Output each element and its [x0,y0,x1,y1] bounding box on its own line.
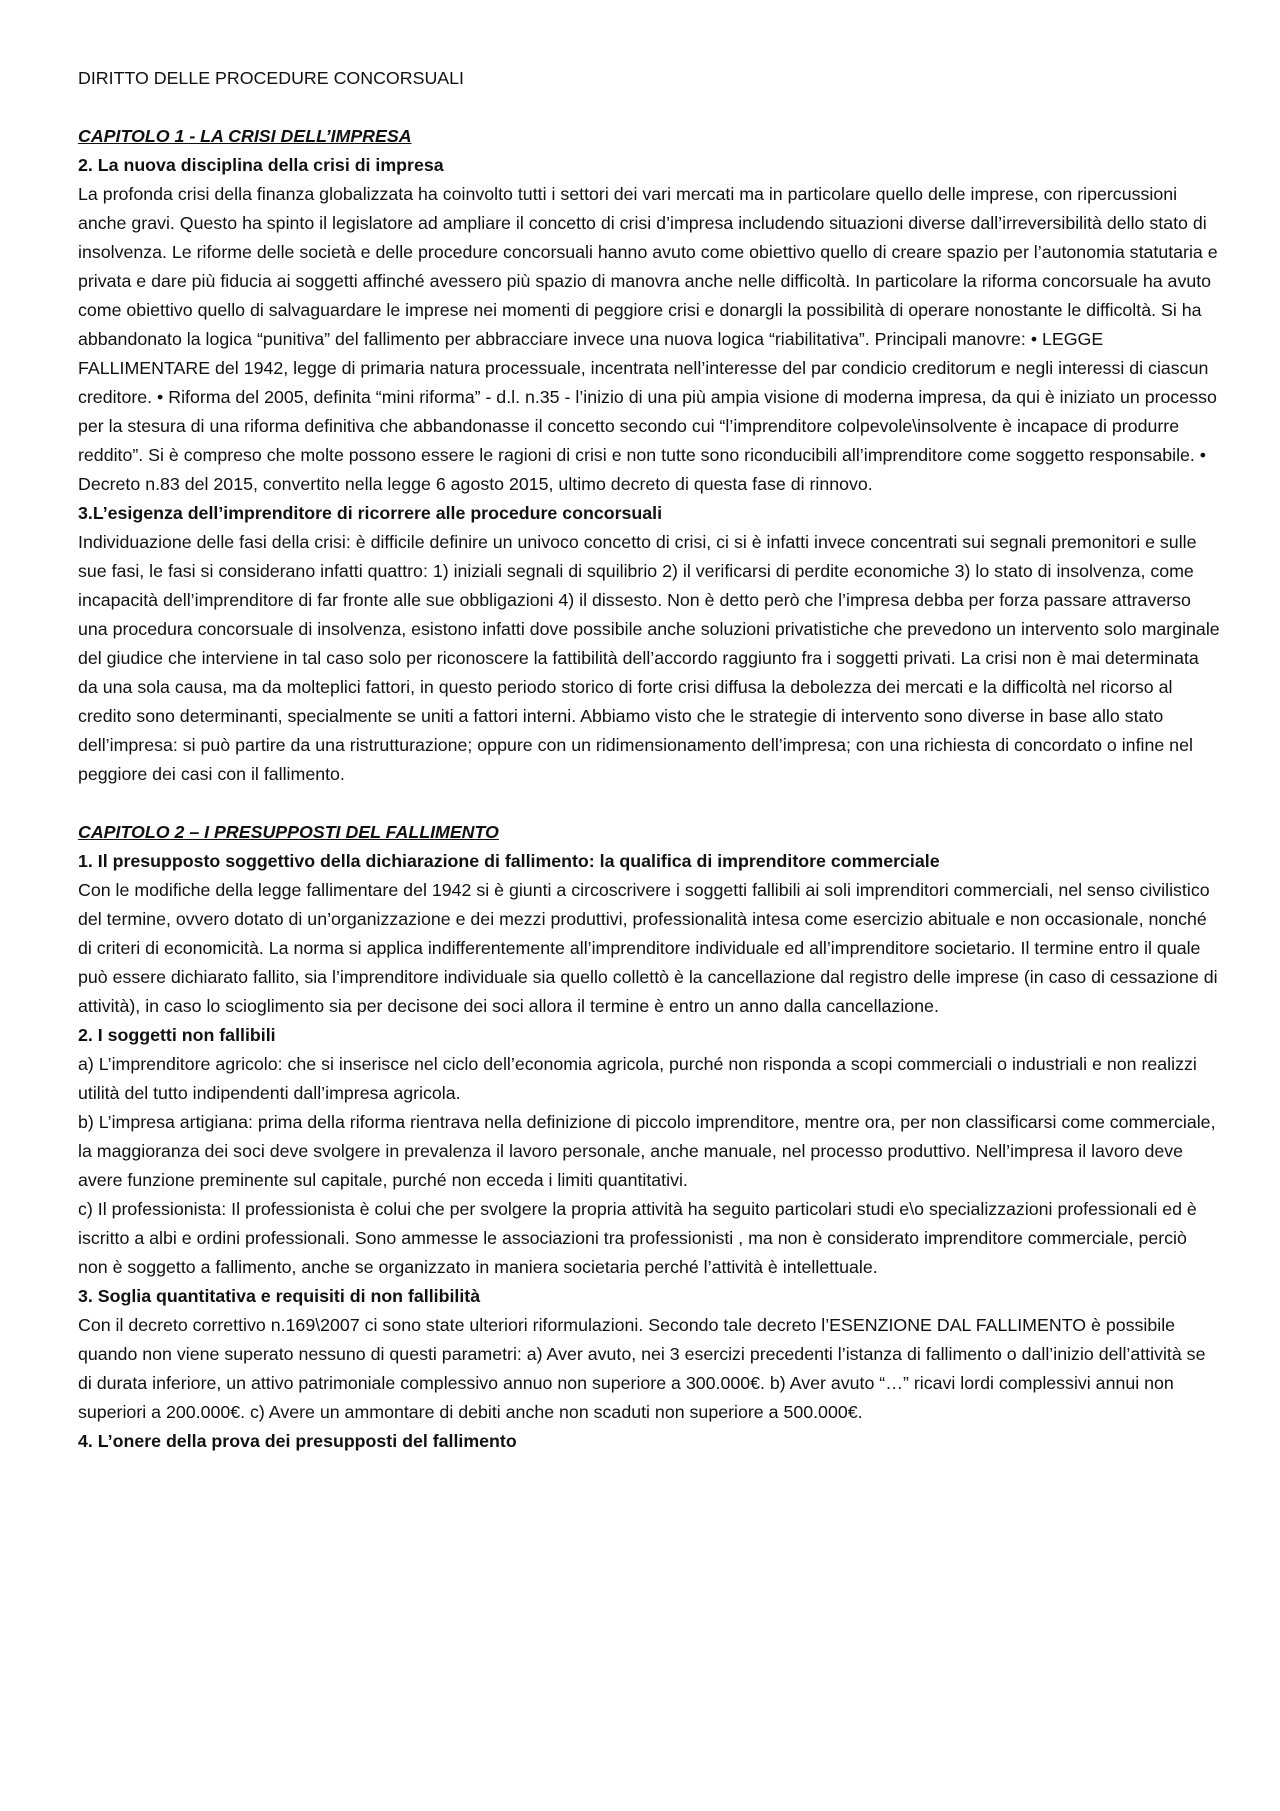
section-1-3-heading: 3.L’esigenza dell’imprenditore di ricorrere alle procedure concorsuali [78,503,663,523]
chapter-2-heading: CAPITOLO 2 – I PRESUPPOSTI DEL FALLIMENTO [78,822,499,842]
section-1-2-heading: 2. La nuova disciplina della crisi di impresa [78,155,444,175]
blank-line [78,93,1220,122]
chapter-1-heading: CAPITOLO 1 - LA CRISI DELL’IMPRESA [78,126,412,146]
document-title: DIRITTO DELLE PROCEDURE CONCORSUALI [78,68,464,88]
section-2-1-heading: 1. Il presupposto soggettivo della dichiarazione di fallimento: la qualifica di imprenditore commerciale [78,851,940,871]
section-2-2-heading: 2. I soggetti non fallibili [78,1025,276,1045]
blank-line [78,789,1220,818]
section-1-2-body: La profonda crisi della finanza globalizzata ha coinvolto tutti i settori dei vari mercati ma in particolare quello delle imprese, con ripercussioni anche gravi. Questo ha spinto il legislatore ad ampliare il concetto di crisi d’impresa includendo situazioni diverse dall’irreversibilità dello stato di insolvenza. Le riforme delle società e delle procedure concorsuali hanno avuto come obiettivo quello di creare spazio per l’autonomia statutaria e privata e dare più fiducia ai soggetti affinché avessero più spazio di manovra anche nelle difficoltà. In particolare la riforma concorsuale ha avuto come obiettivo quello di salvaguardare le imprese nei momenti di peggiore crisi e donargli la possibilità di operare nonostante le difficoltà. Si ha abbandonato la logica “punitiva” del fallimento per abbracciare invece una nuova logica “riabilitativa”. Principali manovre: • LEGGE FALLIMENTARE del 1942, legge di primaria natura processuale, incentrata nell’interesse del par condicio creditorum e negli interessi di ciascun creditore. • Riforma del 2005, definita “mini riforma” - d.l. n.35 - l’inizio di una più ampia visione di moderna impresa, da qui è iniziato un processo per la stesura di una riforma definitiva che abbandonasse il concetto secondo cui “l’imprenditore colpevole\insolvente è incapace di produrre reddito”. Si è compreso che molte possono essere le ragioni di crisi e non tutte sono riconducibili all’imprenditore come soggetto responsabile. • Decreto n.83 del 2015, convertito nella legge 6 agosto 2015, ultimo decreto di questa fase di rinnovo. [78,184,1218,494]
section-2-2-item-c: c) Il professionista: Il professionista è colui che per svolgere la propria attività ha seguito particolari studi e\o specializzazioni professionali ed è iscritto a albi e ordini professionali. Sono ammesse le associazioni tra professionisti , ma non è considerato imprenditore commerciale, perciò non è soggetto a fallimento, anche se organizzato in maniera societaria perché l’attività è intellettuale. [78,1199,1197,1277]
section-1-3-body: Individuazione delle fasi della crisi: è difficile definire un univoco concetto di crisi, ci si è infatti invece concentrati sui segnali premonitori e sulle sue fasi, le fasi si considerano infatti quattro: 1) iniziali segnali di squilibrio 2) il verificarsi di perdite economiche 3) lo stato di insolvenza, come incapacità dell’imprenditore di far fronte alle sue obbligazioni 4) il dissesto. Non è detto però che l’impresa debba per forza passare attraverso una procedura concorsuale di insolvenza, esistono infatti dove possibile anche soluzioni privatistiche che prevedono un intervento solo marginale del giudice che interviene in tal caso solo per riconoscere la fattibilità dell’accordo raggiunto fra i soggetti privati. La crisi non è mai determinata da una sola causa, ma da molteplici fattori, in questo periodo storico di forte crisi diffusa la debolezza dei mercati e la difficoltà nel ricorso al credito sono determinanti, specialmente se uniti a fattori interni. Abbiamo visto che le strategie di intervento sono diverse in base allo stato dell’impresa: si può partire da una ristrutturazione; oppure con un ridimensionamento dell’impresa; con una richiesta di concordato o infine nel peggiore dei casi con il fallimento. [78,532,1220,784]
section-2-2-item-b: b) L’impresa artigiana: prima della riforma rientrava nella definizione di piccolo imprenditore, mentre ora, per non classificarsi come commerciale, la maggioranza dei soci deve svolgere in prevalenza il lavoro personale, anche manuale, nel processo produttivo. Nell’impresa il lavoro deve avere funzione preminente sul capitale, purché non ecceda i limiti quantitativi. [78,1112,1216,1190]
section-2-1-body: Con le modifiche della legge fallimentare del 1942 si è giunti a circoscrivere i soggetti fallibili ai soli imprenditori commerciali, nel senso civilistico del termine, ovvero dotato di un’organizzazione e dei mezzi produttivi, professionalità intesa come esercizio abituale e non occasionale, nonché di criteri di economicità. La norma si applica indifferentemente all’imprenditore individuale ed all’imprenditore societario. Il termine entro il quale può essere dichiarato fallito, sia l’imprenditore individuale sia quello collettò è la cancellazione dal registro delle imprese (in caso di cessazione di attività), in caso lo scioglimento sia per decisone dei soci allora il termine è entro un anno dalla cancellazione. [78,880,1218,1016]
section-2-3-heading: 3. Soglia quantitativa e requisiti di non fallibilità [78,1286,481,1306]
section-2-2-item-a: a) L’imprenditore agricolo: che si inserisce nel ciclo dell’economia agricola, purché non risponda a scopi commerciali o industriali e non realizzi utilità del tutto indipendenti dall’impresa agricola. [78,1054,1197,1103]
section-2-4-heading: 4. L’onere della prova dei presupposti del fallimento [78,1431,517,1451]
section-2-3-body: Con il decreto correttivo n.169\2007 ci sono state ulteriori riformulazioni. Secondo tale decreto l’ESENZIONE DAL FALLIMENTO è possibile quando non viene superato nessuno di questi parametri: a) Aver avuto, nei 3 esercizi precedenti l’istanza di fallimento o dall’inizio dell’attività se di durata inferiore, un attivo patrimoniale complessivo annuo non superiore a 300.000€. b) Aver avuto “…” ricavi lordi complessivi annui non superiori a 200.000€. c) Avere un ammontare di debiti anche non scaduti non superiore a 500.000€. [78,1315,1206,1422]
